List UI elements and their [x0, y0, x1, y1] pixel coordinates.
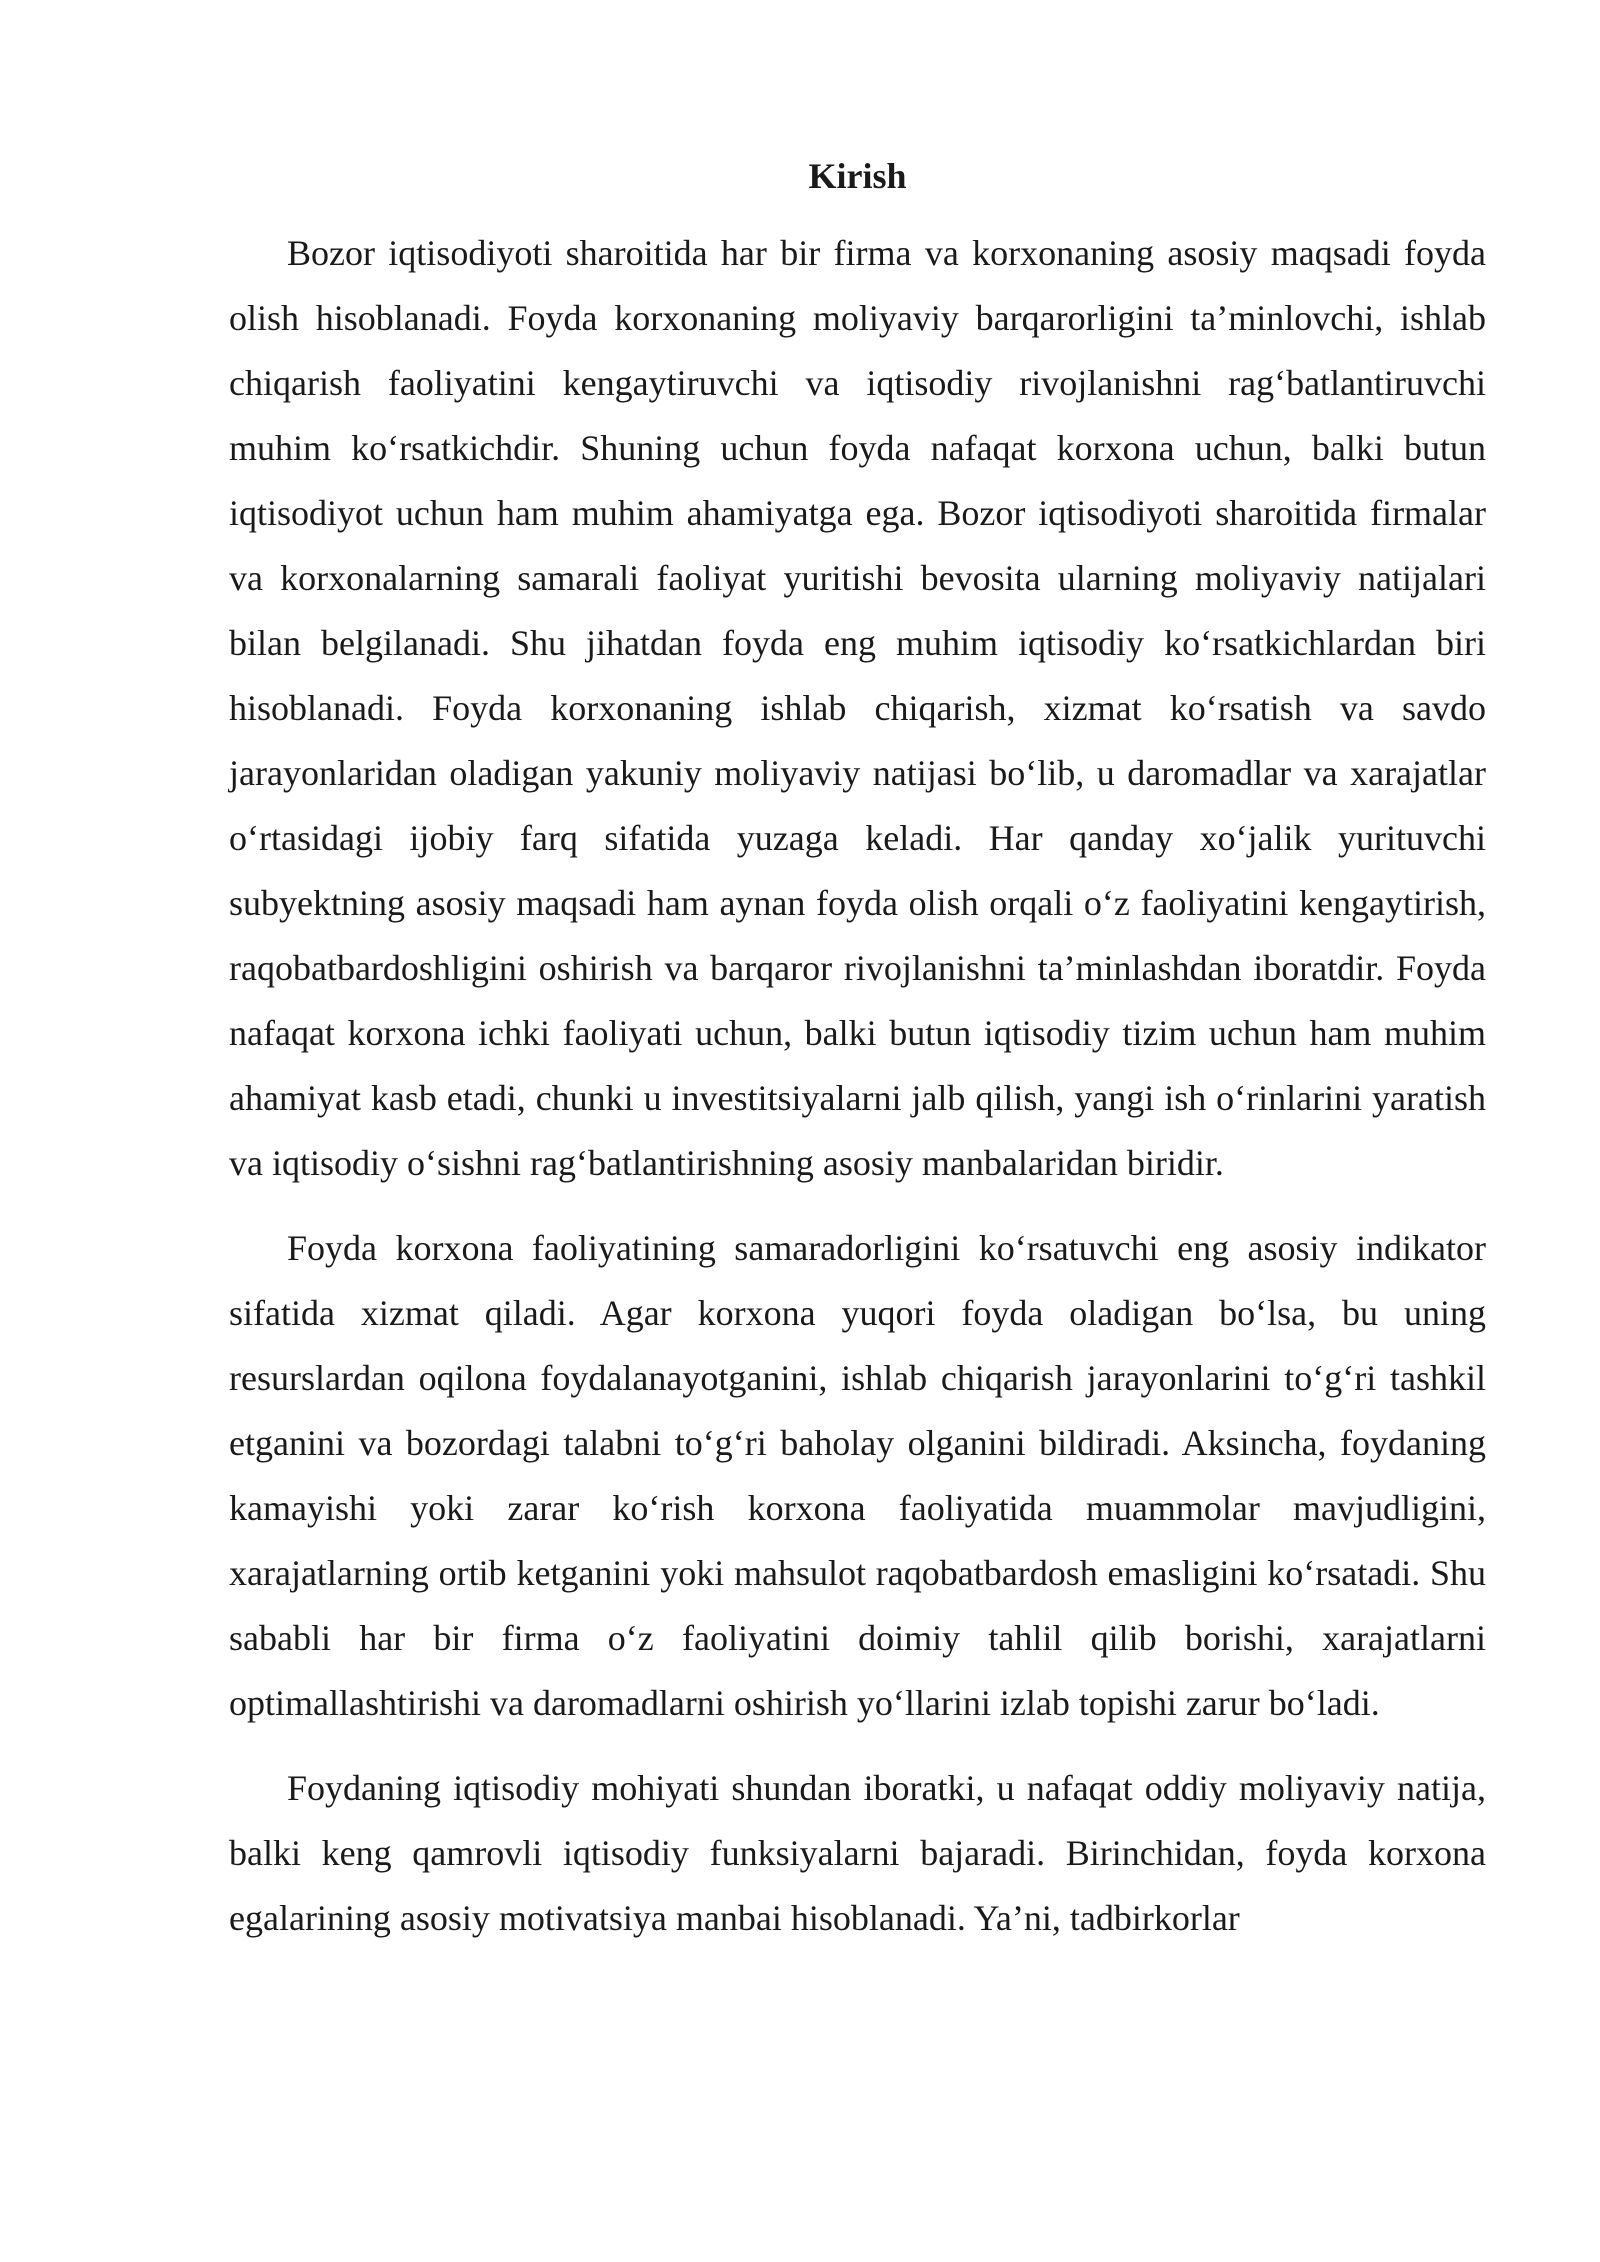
- paragraph-2: Foyda korxona faoliyatining samaradorligini ko‘rsatuvchi eng asosiy indikator sifatida xizmat qiladi. Agar korxona yuqori foyda oladigan bo‘lsa, bu uning resurslardan oqilona foydalanayotganini, ishlab chiqarish jarayonlarini to‘g‘ri tashkil etganini va bozordagi talabni to‘g‘ri baholay olganini bildiradi. Aksincha, foydaning kamayishi yoki zarar ko‘rish korxona faoliyatida muammolar mavjudligini, xarajatlarning ortib ketganini yoki mahsulot raqobatbardosh emasligini ko‘rsatadi. Shu sababli har bir firma o‘z faoliyatini doimiy tahlil qilib borishi, xarajatlarni optimallashtirishi va daromadlarni oshirish yo‘llarini izlab topishi zarur bo‘ladi.: [229, 1228, 1486, 1723]
- paragraph-3: Foydaning iqtisodiy mohiyati shundan iboratki, u nafaqat oddiy moliyaviy natija, balki keng qamrovli iqtisodiy funksiyalarni bajaradi. Birinchidan, foyda korxona egalarining asosiy motivatsiya manbai hisoblanadi. Ya’ni, tadbirkorlar: [229, 1768, 1486, 1938]
- document-title: Kirish: [808, 156, 907, 196]
- document-body: [229, 146, 1486, 1951]
- paragraph-1: Bozor iqtisodiyoti sharoitida har bir firma va korxonaning asosiy maqsadi foyda olish hisoblanadi. Foyda korxonaning moliyaviy barqarorligini ta’minlovchi, ishlab chiqarish faoliyatini kengaytiruvchi va iqtisodiy rivojlanishni rag‘batlantiruvchi muhim ko‘rsatkichdir. Shuning uchun foyda nafaqat korxona uchun, balki butun iqtisodiyot uchun ham muhim ahamiyatga ega. Bozor iqtisodiyoti sharoitida firmalar va korxonalarning samarali faoliyat yuritishi bevosita ularning moliyaviy natijalari bilan belgilanadi. Shu jihatdan foyda eng muhim iqtisodiy ko‘rsatkichlardan biri hisoblanadi. Foyda korxonaning ishlab chiqarish, xizmat ko‘rsatish va savdo jarayonlaridan oladigan yakuniy moliyaviy natijasi bo‘lib, u daromadlar va xarajatlar o‘rtasidagi ijobiy farq sifatida yuzaga keladi. Har qanday xo‘jalik yurituvchi subyektning asosiy maqsadi ham aynan foyda olish orqali o‘z faoliyatini kengaytirish, raqobatbardoshligini oshirish va barqaror rivojlanishni ta’minlashdan iboratdir. Foyda nafaqat korxona ichki faoliyati uchun, balki butun iqtisodiy tizim uchun ham muhim ahamiyat kasb etadi, chunki u investitsiyalarni jalb qilish, yangi ish o‘rinlarini yaratish va iqtisodiy o‘sishni rag‘batlantirishning asosiy manbalaridan biridir.: [229, 233, 1486, 1183]
